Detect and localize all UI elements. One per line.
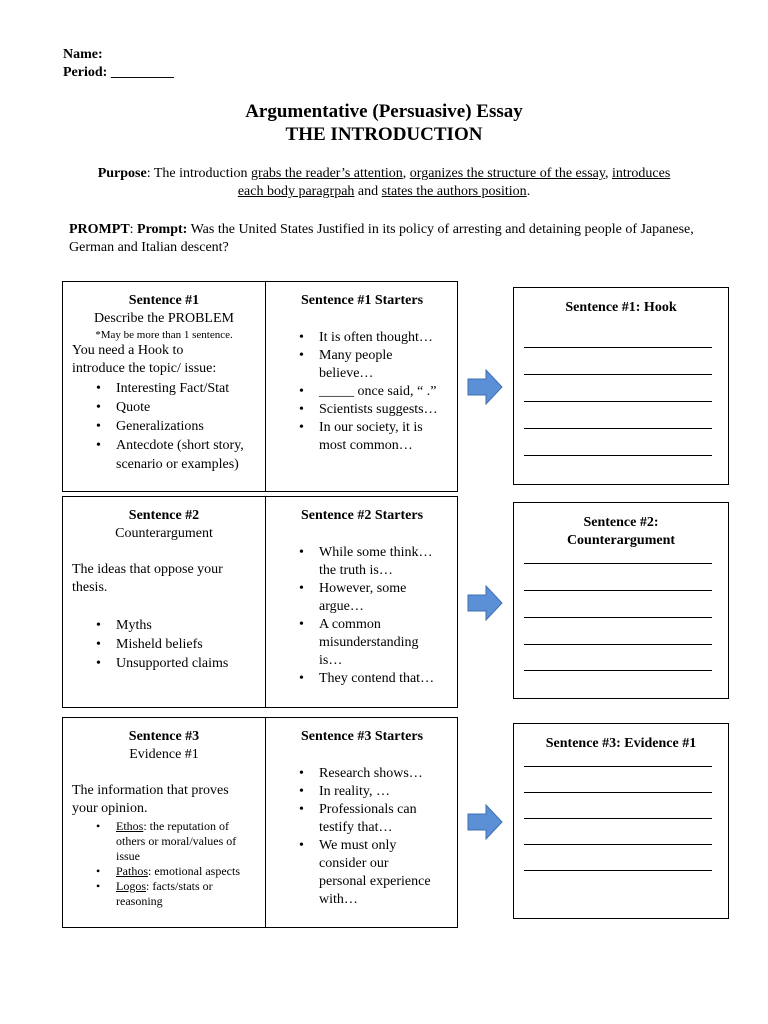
list-item: • Many people (319, 347, 438, 365)
sentence-1-subheading: Describe the PROBLEM (94, 311, 234, 326)
list-item: with… (319, 892, 358, 907)
sentence-2-desc: thesis. (72, 580, 108, 595)
sentence-3-starters-heading: Sentence #3 Starters (300, 729, 424, 744)
list-item: scenario or examples) (116, 457, 239, 472)
sentence-1-note: *May be more than 1 sentence. (95, 329, 233, 341)
list-item: • While some think… (319, 544, 434, 562)
sentence-1-list (116, 379, 244, 474)
ethos-text: : the reputation of (143, 819, 229, 833)
list-item: • Generalizations (116, 417, 244, 436)
sentence-3-desc: The information that proves (72, 783, 229, 798)
list-item: • However, some (319, 580, 434, 598)
purpose-underline: introduces (611, 166, 671, 181)
list-item: issue (116, 849, 140, 863)
sentence-2-subheading: Counterargument (115, 526, 213, 541)
list-item (116, 819, 240, 834)
list-item: • _____ once said, “ .” (319, 383, 438, 401)
purpose-underline: grabs the reader’s attention (251, 166, 403, 181)
list-item: • Professionals can (319, 801, 431, 819)
sentence-3-desc: your opinion. (72, 801, 148, 816)
sentence-2-desc: The ideas that oppose your (72, 562, 223, 577)
list-item: • Misheld beliefs (116, 635, 228, 654)
list-item: argue… (319, 599, 364, 614)
list-item: believe… (319, 366, 374, 381)
right-arrow-icon (467, 803, 503, 841)
sentence-1-answer-title: Sentence #1: Hook (565, 300, 677, 315)
write-line[interactable] (524, 401, 712, 402)
list-item: • Quote (116, 398, 244, 417)
sentence-2-answer-box[interactable] (513, 502, 729, 699)
sentence-2-starters-heading: Sentence #2 Starters (300, 508, 424, 523)
list-item: • Interesting Fact/Stat (116, 379, 244, 398)
sentence-1-desc: You need a Hook to (72, 343, 184, 358)
sentence-1-box (62, 281, 458, 492)
prompt-text: Was the United States Justified in its policy of arresting and detaining people of Japanese, German and Italian descent? (69, 222, 694, 255)
sentence-1-starters-heading: Sentence #1 Starters (300, 293, 424, 308)
write-line[interactable] (524, 563, 712, 564)
list-item: the truth is… (319, 563, 393, 578)
list-item: • A common (319, 616, 434, 634)
sentence-3-answer-title: Sentence #3: Evidence #1 (545, 736, 697, 751)
page-title: Argumentative (Persuasive) Essay (245, 101, 523, 122)
list-item (116, 879, 240, 894)
list-item: most common… (319, 438, 413, 453)
purpose-label: Purpose (97, 166, 147, 181)
list-item: misunderstanding (319, 635, 419, 650)
list-item: • Antecdote (short story, (116, 436, 244, 455)
sentence-2-answer-title: Sentence #2: (583, 515, 659, 530)
list-item: • Scientists suggests… (319, 401, 438, 419)
sentence-3-list (116, 819, 240, 909)
write-line[interactable] (524, 590, 712, 591)
sentence-1-answer-box[interactable] (513, 287, 729, 485)
logos-text: : facts/stats or (146, 879, 213, 893)
sentence-2-heading: Sentence #2 (128, 508, 200, 523)
sentence-2-answer-title: Counterargument (566, 533, 676, 548)
pathos-label: Pathos (116, 864, 149, 878)
purpose-paragraph (64, 165, 704, 201)
sentence-2-box (62, 496, 458, 708)
list-item: • In reality, … (319, 783, 431, 801)
purpose-underline: each body paragrpah (237, 184, 355, 199)
write-line[interactable] (524, 766, 712, 767)
write-line[interactable] (524, 644, 712, 645)
sentence-3-starters-list (319, 765, 431, 909)
sentence-1-desc: introduce the topic/ issue: (72, 361, 217, 376)
list-item: • Unsupported claims (116, 654, 228, 673)
list-item: consider our (319, 856, 389, 871)
right-arrow-icon (467, 368, 503, 406)
ethos-label: Ethos (116, 819, 144, 833)
logos-label: Logos (116, 879, 146, 893)
name-label: Name: (63, 47, 103, 62)
write-line[interactable] (524, 455, 712, 456)
purpose-text: , (402, 166, 410, 181)
sentence-3-heading: Sentence #3 (128, 729, 200, 744)
list-item: • Research shows… (319, 765, 431, 783)
prompt-label-2: Prompt: (137, 222, 188, 237)
list-item: testify that… (319, 820, 393, 835)
write-line[interactable] (524, 347, 712, 348)
sentence-1-starters-list (319, 329, 438, 455)
page-subtitle: THE INTRODUCTION (285, 124, 483, 145)
sentence-3-answer-box[interactable] (513, 723, 729, 919)
purpose-underline: states the authors position (381, 184, 527, 199)
write-line[interactable] (524, 617, 712, 618)
prompt-paragraph (69, 221, 709, 257)
purpose-underline: organizes the structure of the essay (409, 166, 605, 181)
list-item: is… (319, 653, 343, 668)
list-item: • It is often thought… (319, 329, 438, 347)
list-item: • In our society, it is (319, 419, 438, 437)
period-label: Period: _________ (63, 65, 174, 80)
list-item: • We must only (319, 837, 431, 855)
sentence-3-box (62, 717, 458, 928)
write-line[interactable] (524, 818, 712, 819)
write-line[interactable] (524, 374, 712, 375)
prompt-sep: : (129, 222, 138, 237)
purpose-text: . (526, 184, 531, 199)
write-line[interactable] (524, 428, 712, 429)
purpose-text: and (354, 184, 382, 199)
purpose-text: , (604, 166, 612, 181)
write-line[interactable] (524, 792, 712, 793)
write-line[interactable] (524, 844, 712, 845)
right-arrow-icon (467, 584, 503, 622)
list-item: others or moral/values of (116, 834, 237, 848)
prompt-label: PROMPT (69, 222, 130, 237)
write-line[interactable] (524, 670, 712, 671)
sentence-2-starters-list (319, 544, 434, 688)
sentence-3-subheading: Evidence #1 (129, 747, 199, 762)
sentence-1-heading: Sentence #1 (128, 293, 200, 308)
list-item: • Myths (116, 616, 228, 635)
write-line[interactable] (524, 870, 712, 871)
pathos-text: : emotional aspects (148, 864, 240, 878)
list-item (116, 864, 240, 879)
purpose-text: : The introduction (146, 166, 252, 181)
sentence-2-list (116, 616, 228, 673)
list-item: reasoning (116, 894, 163, 908)
list-item: • They contend that… (319, 670, 434, 688)
list-item: personal experience (319, 874, 431, 889)
